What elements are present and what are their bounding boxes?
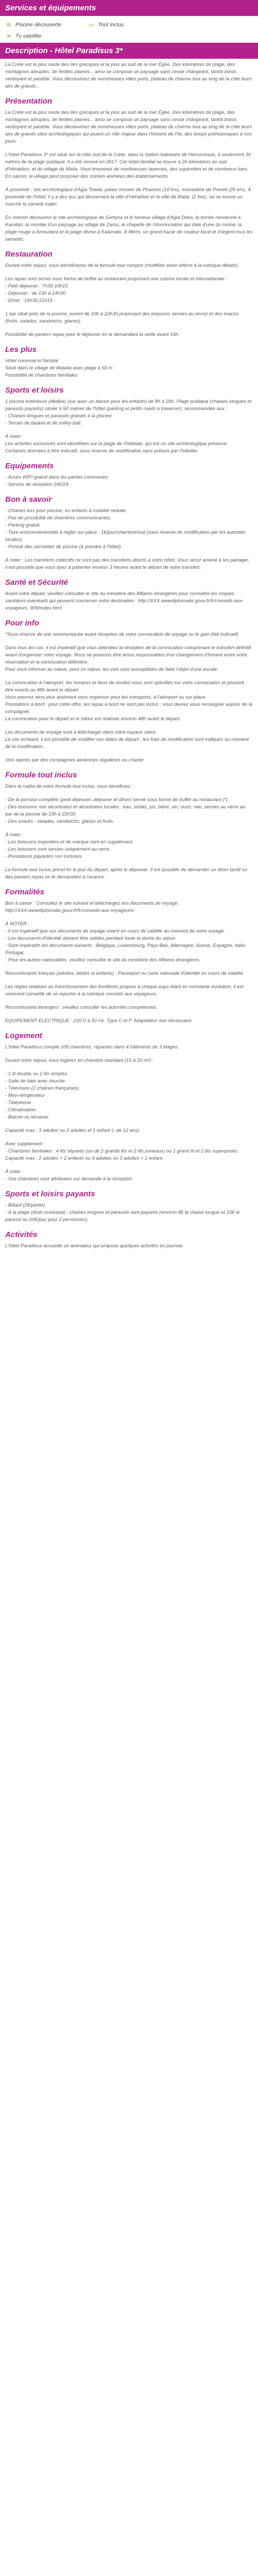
section-title: Présentation xyxy=(5,97,52,106)
service-label: Piscine découverte xyxy=(15,22,61,28)
section-paragraph: La convocation à l'aéroport, les horaires et lieux de rendez-vous sont spécifiés sur votre convocation et peuvent être exacts ou 48h avant le départ. Vous pourrez ainsi plus aisément vous organiser pour les transports, à l'aéroport ou sur place. Prestations à bord : pour cette offre, les repas à bord ne sont pas inclus ; vous devrez vous renseigner auprès de la compagnie. La convocation pour le départ et le retour est réalisée environ 48h avant le départ. xyxy=(5,680,252,721)
description-content xyxy=(0,59,258,1261)
service-item xyxy=(88,21,170,28)
section-title: Activités xyxy=(5,1230,38,1239)
section-paragraph: *Sous réserve de voir communiquée avant réception de votre convocation de voyage ou le gain (fait indicatif) xyxy=(5,631,238,637)
section-paragraph: Bon à savoir : Consultez le site suivant et téléchargez vos documents de voyage : http://XXX.wwwdiplomatie.gouv.fr/fr/conseils-aux-voyageurs/ xyxy=(5,900,181,913)
service-label: Tout inclus xyxy=(98,22,124,28)
section-paragraph: Ressortissants étrangers : veuillez consulter les autorités compétentes. xyxy=(5,1004,158,1010)
section-paragraph: L'hôtel Paradisus accueille un animateur qui propose quelques activités en journée. xyxy=(5,1243,184,1248)
fork-knife-icon: ✕ xyxy=(6,32,12,40)
section-paragraph: - Billard (2€/partie) - À la plage (droit municipal) : chaises longues et parasols sont payants (environ 8€ la chaise longue et 10€ le parasol ou 20€/jour pour 2 personnes). xyxy=(5,1202,240,1222)
section-paragraph: - De la pension complète (petit déjeuner, déjeuner et dîner) servie sous forme de buffet au restaurant (*). - Des boissons non alcoolisées et alcoolisées locales : eau, sodas, jus, bière, vin, ouzo, raki, servies au verre au bar de la piscine de 10h à 22h30. - Des snacks : salades, sandwichs, glaces et fruits. xyxy=(5,796,246,824)
section-title: Bon à savoir xyxy=(5,495,52,504)
page xyxy=(0,0,258,1261)
section-paragraph: Avant votre départ, veuillez consulter le site du ministère des Affaires étrangères pour connaître les risques sanitaires éventuels qui peuvent concerner votre destination : http://XXX.wwwdiplomatie.gouv.fr/fr/conseils-aux-voyageurs_909/index.html xyxy=(5,590,244,611)
section-title: Formalités xyxy=(5,888,44,896)
section-paragraph: Capacité max : 3 adultes ou 2 adultes et 1 enfant (- de 12 ans). xyxy=(5,1127,141,1133)
section-paragraph: À noter : Les transferts collectifs ne sont pas des transferts directs à votre hôtel. Vous serez amené à les partager, il est possible que vous ayez à patienter environ 3 heures avant le départ de votre transfert. xyxy=(5,557,250,570)
section-paragraph: Avec supplément : - Chambres familiales : 4 lits séparés (un de 2 grands lits et 2 lits jumeaux) ou 1 grand lit et 2 lits superposés. Capacité max : 2 adultes + 2 enfants ou 4 adultes ou 3 adultes + 1 enfant. xyxy=(5,1141,239,1161)
section-paragraph: Dans tous les cas, il est impératif que vous attendiez la réception de la convocation comprenant le transfert définitif avant d'organiser votre voyage. Nous ne pouvons être tenus responsables d'un changement d'horaire entre votre réservation et la convocation définitive. Pour vous informer au mieux, pour ce séjour, les vols sont susceptibles de faire l'objet d'une escale. xyxy=(5,645,251,672)
section-paragraph: Durant votre séjour, vous bénéficierez de la formule tout compris (modifiée selon infèrre à la rubrique détails). xyxy=(5,262,239,268)
section-paragraph: L'hôtel Paradisus 3* est situé sur la côte sud de la Crète, dans la station balnéaire de Hersonissos, à seulement 30 mètres de la plage publique. Il a été rénové en 2017. Cet hôtel familial se trouve à 26 kilomètres au sud d'Héraklion, et du village de Malia. Vous trouverez de nombreuses tavernes, des supérettes et de nombreux bars. En saison, le village peut proposer des soirées animées des établissements. xyxy=(5,151,251,179)
section-paragraph: Ressortissants français (adultes, bébés et enfants) : Passeport ou carte nationale d'identité en cours de validité. xyxy=(5,970,245,976)
section-title: Sports et loisirs xyxy=(5,386,64,395)
bed-icon: ▭ xyxy=(88,21,94,28)
section-paragraph: En chemin découvrez le site archéologique de Gortyna et le fameux village d'Agia Deka, la tombe minoenne à Kamilari, la montée d'un paysage au village de Zaros, la chapelle de l'Annonciation qui date d'une du moine, la plage rouge à Amoudara et la plage divine à Kalamaki. À Mires, un grand bazar de couleur local et d'argent tous les samedis. xyxy=(5,214,253,242)
section-title: Santé et Sécurité xyxy=(5,578,68,587)
section-paragraph: Durant votre séjour, vous logerez en chambre standard (15 à 20 m²) : xyxy=(5,1057,154,1063)
section-paragraph: À noter : Les activités exclusives sont identifiées sur la plage de l'hôtelaie, qui est un site archéologique préservé. Certaines données à titre indicatif, sous réserve de modification sans préavis par l'hôtelier. xyxy=(5,433,229,453)
section-paragraph: Possibilité de paniers repas pour le déjeuner en le demandant la veille avant 19h. xyxy=(5,331,180,337)
section-paragraph: Hôtel convivial et familial Situé dans le village de Malalia avec plage à 50 m Possibilité de chambres familiales xyxy=(5,358,112,378)
section-paragraph: Les documents de voyage sont à télécharger dans votre espace client. Le cas échéant, il est possible de modifier vos dates de départ ; les frais de modification sont indiqués au moment de la modification. xyxy=(5,729,249,749)
services-banner: Services et équipements xyxy=(0,0,258,16)
section-paragraph: - Chaises lors pour piscine, en enfants à mobilité réduite. - Pas de possibilité de chambres communicantes. - Parking gratuit. - Taxe environnementale à régler sur place : 1€/jour/chambre/nuit (sous réserve de modification par les autorités locales). - Prévoir des serviettes de piscine (à prendre à l'hôtel) xyxy=(5,507,246,549)
section-paragraph: EQUIPEMENT ÉLECTRIQUE : 230 V à 50 Hz. Type C et F. Adaptateur non nécessaire. xyxy=(5,1018,193,1023)
section-paragraph: À noter : - Les boissons importées et de marque sont en supplément. - Les boissons sont servies uniquement au verre. - Prestations payantes non incluses. xyxy=(5,832,134,859)
section-paragraph: À proximité : site archéologique d'Agia Triada, palais minoen de Phaistos (10 km), monastère de Preveli (25 km). À proximité de l'hôtel, il y a des bus qui desservent la ville d'Héraklion et la ville de Malia. (2 fois), où se trouve un marché le samedi matin. xyxy=(5,187,251,207)
section-title: Sports et loisirs payants xyxy=(5,1190,95,1198)
section-paragraph: - Accès WIFI gratuit dans les parties communes - Service de réception 24h/24. xyxy=(5,474,108,487)
section-title: Restauration xyxy=(5,250,53,259)
section-paragraph: La formule tout inclus prend fin le jour du départ, après le déjeuner. Il est possible de demander un dîner tardif ou des paniers repas en le demandant à l'avance. xyxy=(5,867,248,879)
section-paragraph: 1 bar situé près de la piscine, ouvert de 10h à 22h30 proposant des boissons servies au verre) et des snacks (fruits, salades, sandwichs, glaces). xyxy=(5,311,239,324)
section-paragraph: 1 piscine extérieure (dédiée) (sur avec un bassin pour les enfants) de 8h à 20h. Plage publique (chaises longues et parasols payants) située à 50 mètres de l'hôtel (parking et petits roads à traverser), recommandée aux : - Chaises longues et parasols gratuits à la piscine - Terrain de basket et de volley-ball. xyxy=(5,398,252,426)
pool-icon: ≋ xyxy=(6,21,12,28)
section-paragraph: Les règles relatives au franchissement des frontières propres à chaque pays étant en constante évolution, il est vivement conseillé de se reporter à la rubrique conseils aux voyageurs. xyxy=(5,984,244,996)
section-title: Les plus xyxy=(5,345,37,354)
section-paragraph: La Crète est la plus vaste des îles grecques et la plus au sud de la mer Égée. Des kilomètres de plage, des montagnes abruptes, de fertiles plaines... ainsi se compose un paysage sans cesse changeant, tantôt boisé, verdoyant et paisible. Vous découvrirez de nombreuses villes ports, plateau de charme tout au long de la côte leurs airs de grands... xyxy=(5,61,252,89)
service-item xyxy=(5,32,88,40)
section-paragraph: Vols opérés par des compagnies aériennes régulières ou charter. xyxy=(5,757,145,762)
section-paragraph: À NOTER : - Il est impératif que vos documents de voyage soient en cours de validité au moment de votre voyage. - Les documents d'identité doivent être valides pendant toute la durée du séjour. - Sont impératifs les documents suivants : Belgique, Luxembourg, Pays-Bas, Allemagne, Suisse, Espagne, Italie, Portugal. - Pour les autres nationalités, veuillez consulter le site du ministère des Affaires étrangères. xyxy=(5,921,247,962)
section-paragraph: L'hôtel Paradisus compte 105 chambres, réparties dans 4 bâtiments de 3 étages. xyxy=(5,1044,179,1049)
section-title: Equipements xyxy=(5,462,54,470)
services-list xyxy=(0,16,258,43)
section-title: Formule tout inclus xyxy=(5,771,77,779)
section-title: Logement xyxy=(5,1031,42,1040)
section-title: Pour info xyxy=(5,619,39,628)
section-paragraph: À noter : - Vos chambres sont attribuées sur demande à la réception. xyxy=(5,1168,134,1181)
service-item xyxy=(5,21,88,28)
section-paragraph: Dans le cadre de votre formule tout inclus, vous bénéficiez : xyxy=(5,783,134,789)
section-paragraph: Les repas sont servis sous forme de buffet au restaurant proposant une cuisine locale et internationale : - Petit déjeuner : 7h30-10h15 - Déjeuner : de 13h à 14h30 - Dîner : 19h30-21h15 xyxy=(5,276,228,303)
service-label: Tv satellite xyxy=(15,33,42,39)
section-paragraph: La Crète est la plus vaste des îles grecques et la plus au sud de la mer Égée. Des kilomètres de plage, des montagnes abruptes, de fertiles plaines... ainsi se compose un paysage sans cesse changeant, tantôt boisé, verdoyant et paisible. Vous découvrirez de nombreuses villes ports, plateau de charme tout au long de la côte leurs airs de grands sites archéologiques qui jouent un rôle majeur dans l'histoire de l'île, des temps préhistoriques à nos jours. xyxy=(5,109,252,144)
description-banner: Description - Hôtel Paradisus 3* xyxy=(0,43,258,59)
section-paragraph: - 1 lit double ou 2 lits simples - Salle de bain avec douche - Télévision (2 chaînes françaises) - Mini-réfrigérateur - Téléphone - Climatisation - Balcon ou terrasse xyxy=(5,1071,79,1120)
